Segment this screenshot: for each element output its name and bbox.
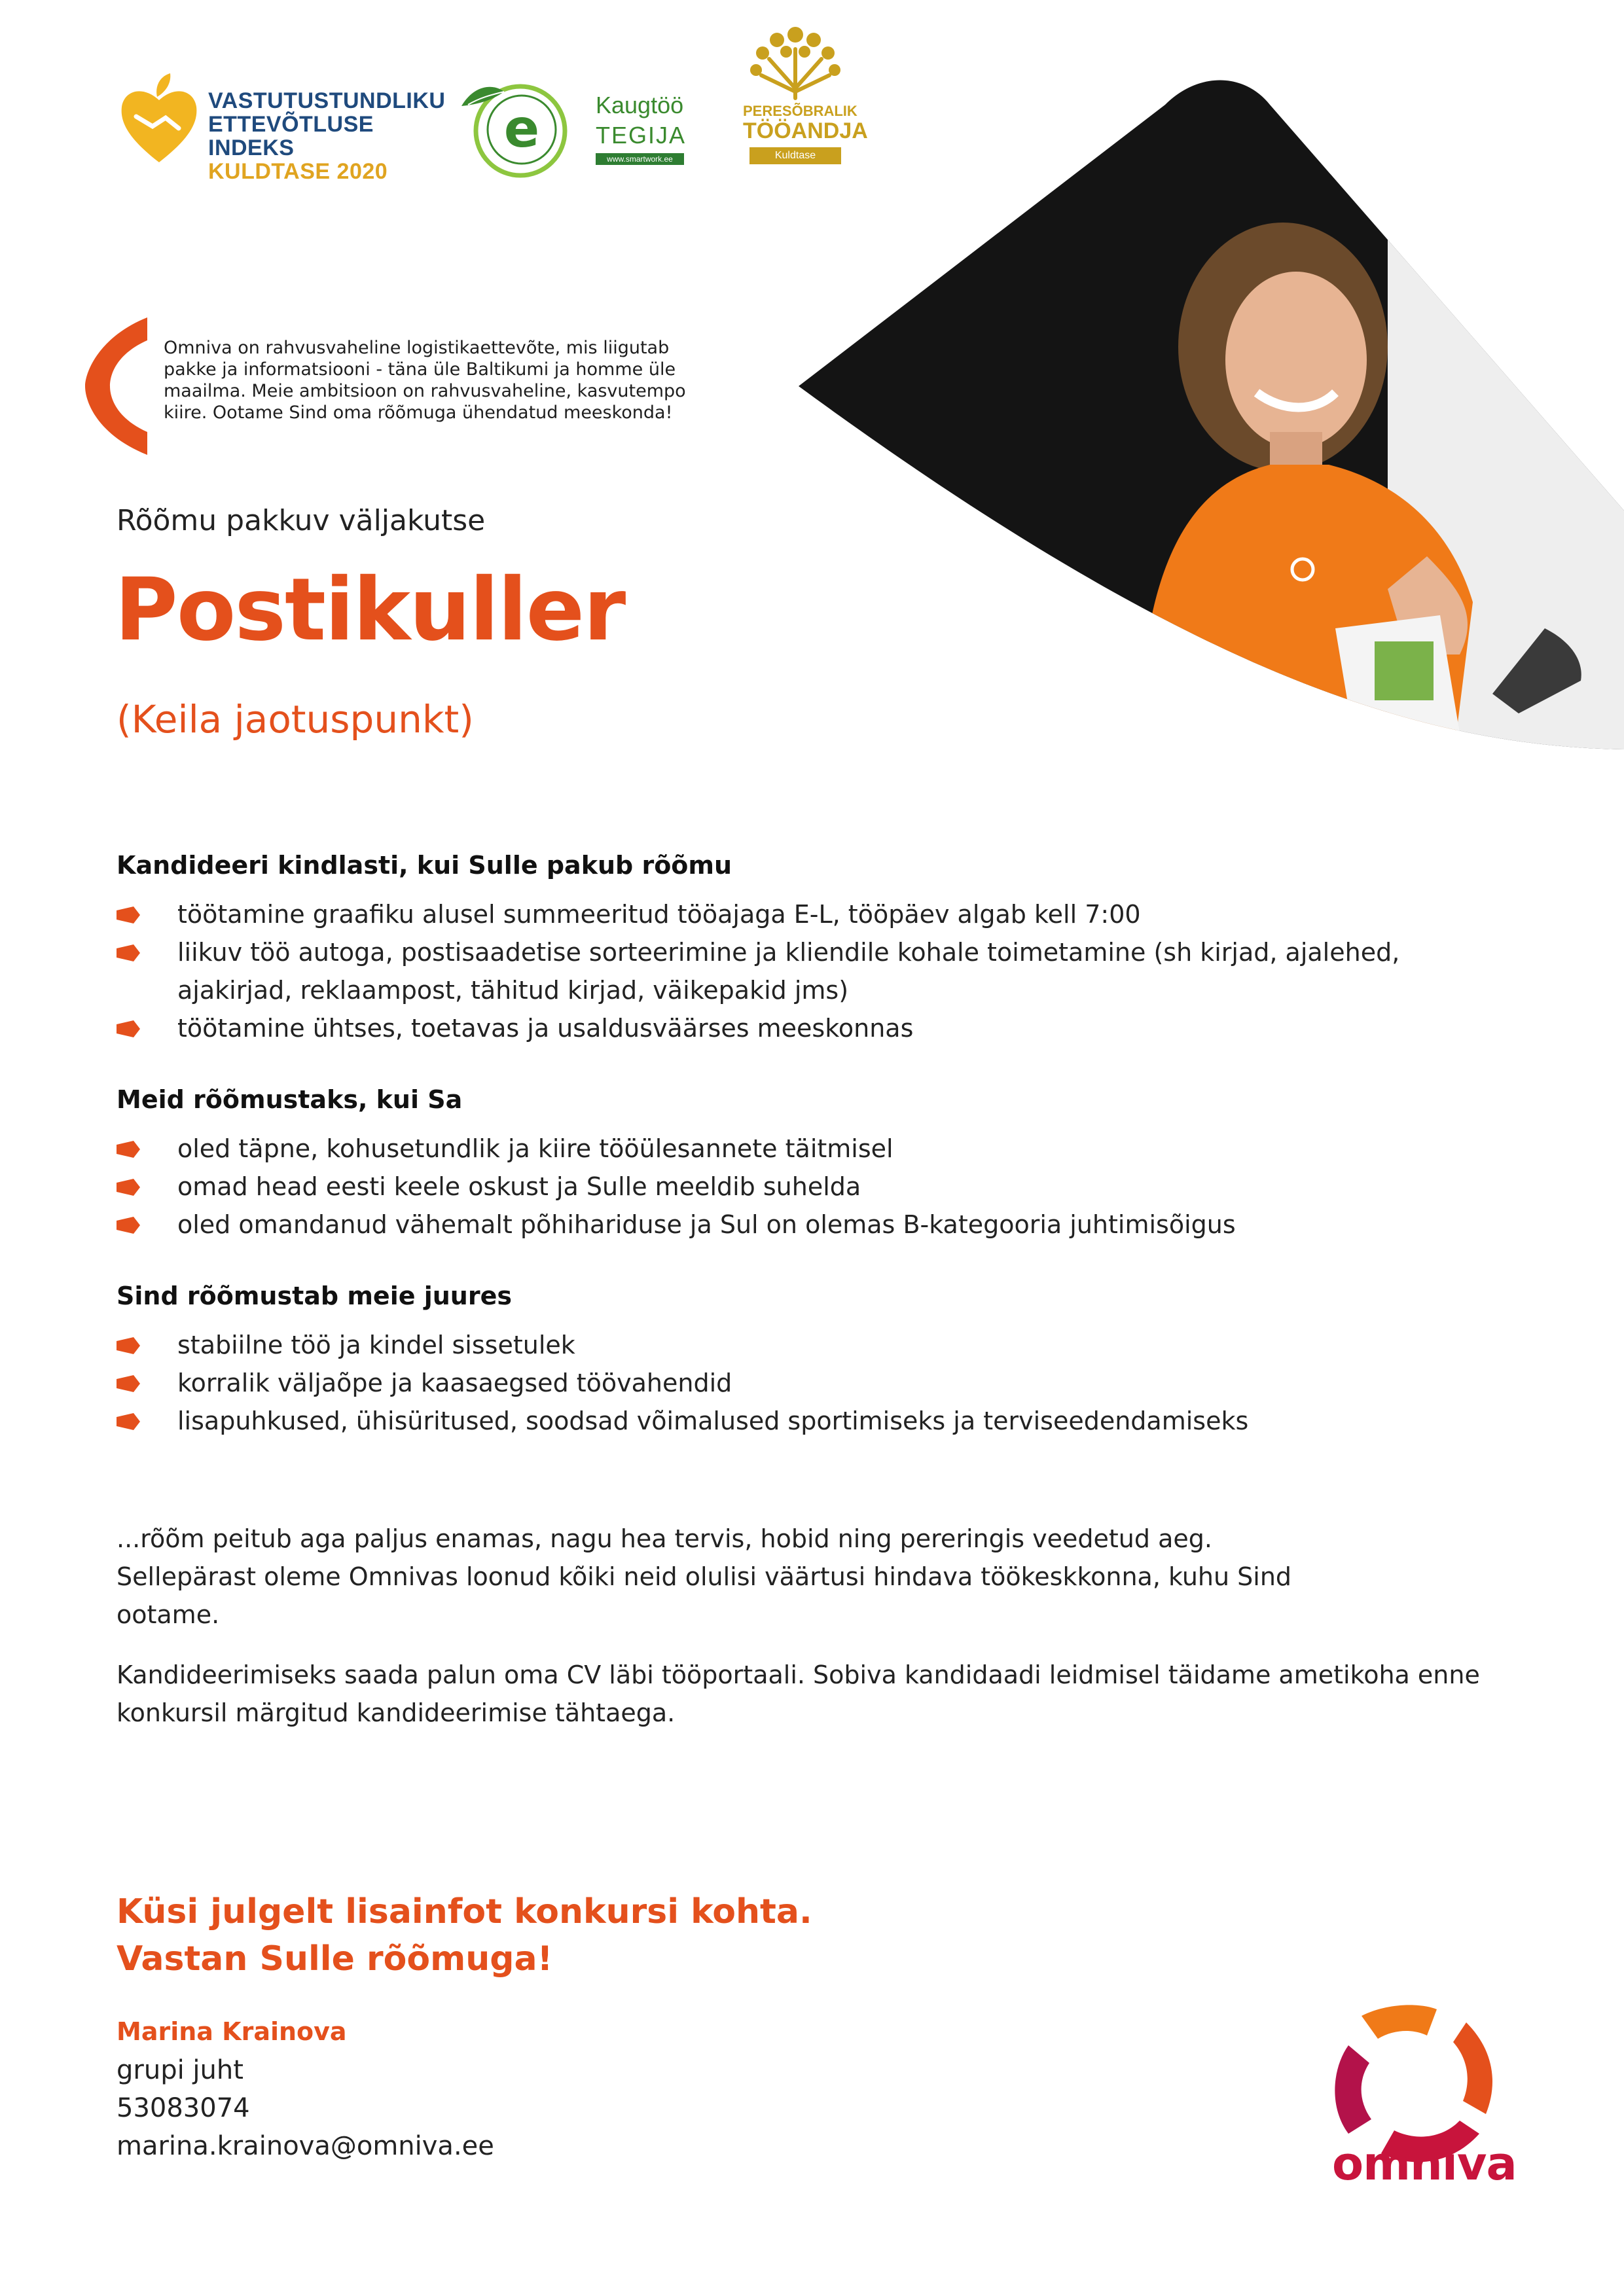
list-item [117, 933, 1491, 1009]
contact-name: Marina Krainova [117, 2017, 347, 2046]
logo3-line1: PERESÕBRALIK [743, 103, 857, 119]
arrow-bullet-icon [117, 1141, 140, 1158]
job-subtitle: Rõõmu pakkuv väljakutse [117, 504, 486, 537]
intro-bracket-icon [85, 314, 157, 458]
cta-line1: Küsi julgelt lisainfot konkursi kohta. [117, 1892, 812, 1931]
job-location: (Keila jaotuspunkt) [117, 697, 474, 742]
list-item-text: lisapuhkused, ühisüritused, soodsad võimalused sportimiseks ja terviseedendamiseks [177, 1407, 1249, 1435]
arrow-bullet-icon [117, 1413, 140, 1430]
logo1-line1: VASTUTUSTUNDLIKU [208, 88, 446, 113]
list-item [117, 1402, 1491, 1440]
list-item-text: liikuv töö autoga, postisaadetise sorteerimine ja kliendile kohale toimetamine (sh kirjad, ajalehed, ajakirjad, reklaampost, tähitud kirjad, väikepakid jms) [177, 938, 1400, 1005]
job-title: Postikuller [115, 560, 625, 660]
logo2-url: www.smartwork.ee [596, 153, 684, 165]
logo2-letter: e [503, 98, 540, 159]
vastutustundliku-indeks-logo [117, 71, 446, 184]
list-item-text: oled omandanud vähemalt põhihariduse ja Sul on olemas B-kategooria juhtimisõigus [177, 1210, 1236, 1239]
list-item-text: töötamine graafiku alusel summeeritud tööajaga E-L, tööpäev algab kell 7:00 [177, 900, 1141, 929]
logo1-line3: KULDTASE 2020 [208, 159, 388, 184]
list-item-text: korralik väljaõpe ja kaasaegsed töövahendid [177, 1369, 732, 1397]
arrow-bullet-icon [117, 1020, 140, 1037]
section-heading-offer: Kandideeri kindlasti, kui Sulle pakub rõõmu [117, 851, 732, 880]
list-item [117, 1206, 1491, 1244]
list-item [117, 895, 1491, 933]
kaugtoo-tegija-logo [448, 65, 691, 183]
list-item [117, 1130, 1491, 1168]
intro-text: Omniva on rahvusvaheline logistikaettevõte, mis liigutab pakke ja informatsiooni - täna üle Baltikumi ja homme üle maailma. Meie ambitsioon on rahvusvaheline, kasvutempo kiire. Ootame Sind oma rõõmuga ühendatud meeskonda! [164, 338, 686, 423]
arrow-bullet-icon [117, 906, 140, 924]
application-paragraph: Kandideerimiseks saada palun oma CV läbi tööportaali. Sobiva kandidaadi leidmisel täidame ametikoha enne konkursil märgitud kandideerimise tähtaega. [117, 1660, 1480, 1727]
list-item-text: omad head eesti keele oskust ja Sulle meeldib suhelda [177, 1172, 861, 1201]
list-item-text: stabiilne töö ja kindel sissetulek [177, 1331, 575, 1359]
arrow-bullet-icon [117, 1179, 140, 1196]
omniva-wordmark: omniva [1332, 2137, 1517, 2191]
contact-phone[interactable]: 53083074 [117, 2093, 250, 2123]
logo2-line1: Kaugtöö [596, 92, 684, 118]
call-to-action [117, 1888, 812, 1982]
logo2-line2: TEGIJA [596, 122, 687, 149]
list-item-text: töötamine ühtses, toetavas ja usaldusväärses meeskonnas [177, 1014, 914, 1043]
arrow-bullet-icon [117, 1337, 140, 1354]
contact-role: grupi juht [117, 2055, 244, 2085]
section-heading-benefits: Sind rõõmustab meie juures [117, 1282, 512, 1310]
logo3-line2: TÖÖANDJA [743, 118, 868, 143]
list-item [117, 1326, 1491, 1364]
logo3-line3: Kuldtase [749, 147, 841, 164]
closing-paragraph: ...rõõm peitub aga paljus enamas, nagu hea tervis, hobid ning pereringis veedetud aeg. Sellepärast oleme Omnivas loonud kõiki neid olulisi väärtusi hindava töökeskkonna, kuhu Sind ootame. [117, 1524, 1292, 1629]
courier-photo [799, 65, 1624, 759]
logo1-line2: ETTEVÕTLUSE INDEKS [208, 112, 374, 160]
arrow-bullet-icon [117, 944, 140, 961]
list-item-text: oled täpne, kohusetundlik ja kiire tööülesannete täitmisel [177, 1134, 893, 1163]
list-item [117, 1009, 1491, 1047]
list-item [117, 1168, 1491, 1206]
arrow-bullet-icon [117, 1375, 140, 1392]
section-heading-requirements: Meid rõõmustaks, kui Sa [117, 1085, 463, 1114]
list-item [117, 1364, 1491, 1402]
contact-email[interactable]: marina.krainova@omniva.ee [117, 2131, 494, 2161]
e-leaf-icon [448, 65, 579, 183]
cta-line2: Vastan Sulle rõõmuga! [117, 1939, 553, 1979]
heart-handshake-icon [117, 71, 202, 169]
arrow-bullet-icon [117, 1217, 140, 1234]
